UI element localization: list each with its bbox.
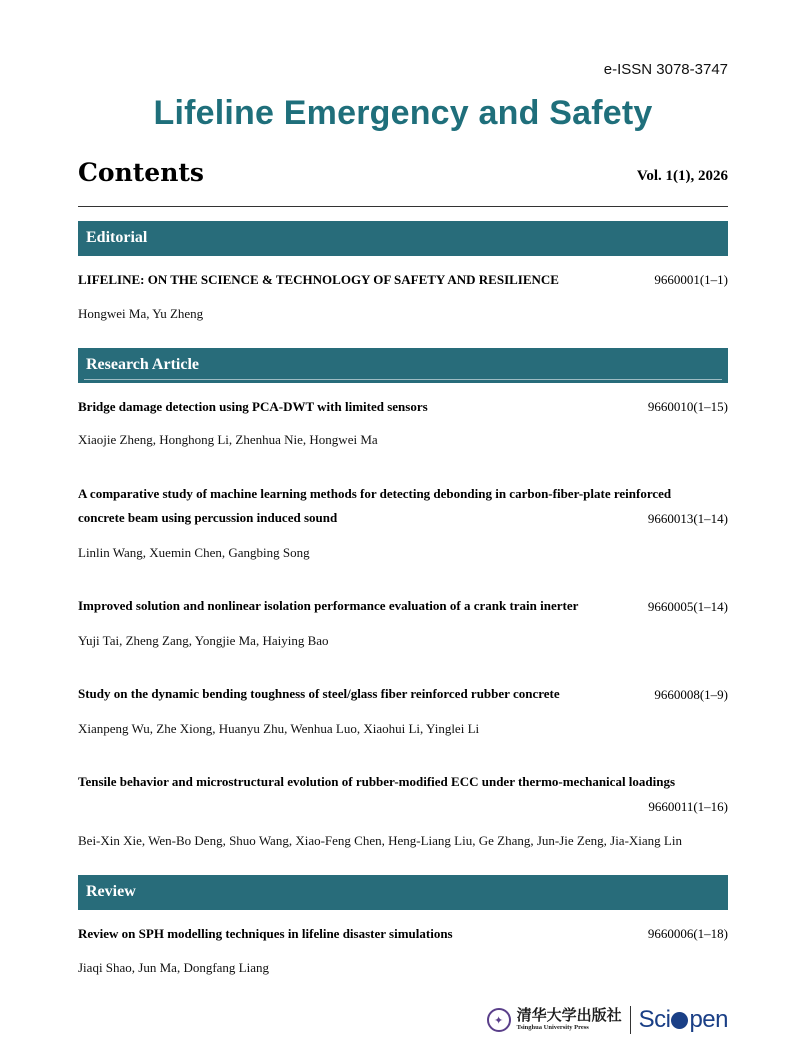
article-authors: Xianpeng Wu, Zhe Xiong, Huanyu Zhu, Wenhua Luo, Xiaohui Li, Yinglei Li bbox=[78, 721, 480, 736]
contents-header bbox=[78, 153, 728, 193]
publisher-en: Tsinghua University Press bbox=[516, 1024, 589, 1032]
article-pages: 9660010(1–15) bbox=[647, 399, 728, 414]
section-header-review bbox=[78, 875, 728, 910]
article-title[interactable]: Review on SPH modelling techniques in lifeline disaster simulations bbox=[78, 926, 453, 941]
tsinghua-press-logo bbox=[517, 1008, 622, 1032]
publisher-cn: 清华大学出版社 bbox=[516, 1006, 622, 1025]
sciopen-right: pen bbox=[689, 1006, 728, 1033]
logo-divider bbox=[630, 1006, 631, 1034]
article-pages: 9660006(1–18) bbox=[647, 926, 728, 941]
eissn: e-ISSN 3078-3747 bbox=[603, 61, 728, 78]
section-header-editorial bbox=[78, 221, 728, 256]
sciopen-o-icon bbox=[671, 1012, 688, 1029]
sciopen-left: Sci bbox=[638, 1006, 671, 1033]
section-label: Review bbox=[86, 883, 136, 900]
article-pages: 9660008(1–9) bbox=[654, 687, 728, 702]
article-authors: Jiaqi Shao, Jun Ma, Dongfang Liang bbox=[78, 960, 270, 975]
article-title[interactable]: Tensile behavior and microstructural evolution of rubber-modified ECC under thermo-mechanical loadings bbox=[78, 774, 676, 789]
journal-title: Lifeline Emergency and Safety bbox=[153, 94, 653, 132]
section-label: Editorial bbox=[86, 229, 148, 246]
article-authors: Linlin Wang, Xuemin Chen, Gangbing Song bbox=[78, 545, 310, 560]
header-divider bbox=[78, 206, 728, 207]
sciopen-logo bbox=[639, 1006, 728, 1034]
article-authors: Xiaojie Zheng, Honghong Li, Zhenhua Nie, Hongwei Ma bbox=[78, 432, 378, 447]
article-authors: Bei-Xin Xie, Wen-Bo Deng, Shuo Wang, Xiao-Feng Chen, Heng-Liang Liu, Ge Zhang, Jun-Jie Zeng, Jia-Xiang Lin bbox=[78, 833, 682, 848]
article-title[interactable]: A comparative study of machine learning methods for detecting debonding in carbon-fiber-plate reinforced bbox=[78, 486, 672, 501]
article-authors: Yuji Tai, Zheng Zang, Yongjie Ma, Haiying Bao bbox=[78, 633, 329, 648]
article-title-line2[interactable]: concrete beam using percussion induced sound bbox=[78, 510, 338, 525]
section-header-research-article bbox=[78, 348, 728, 383]
volume-info: Vol. 1(1), 2026 bbox=[636, 168, 728, 184]
article-pages: 9660011(1–16) bbox=[648, 799, 728, 814]
article-pages: 9660001(1–1) bbox=[654, 272, 728, 287]
article-title[interactable]: Improved solution and nonlinear isolation performance evaluation of a crank train inerter bbox=[78, 598, 579, 613]
section-underline bbox=[84, 379, 722, 380]
article-pages: 9660013(1–14) bbox=[647, 511, 728, 526]
article-title[interactable]: LIFELINE: ON THE SCIENCE & TECHNOLOGY OF SAFETY AND RESILIENCE bbox=[78, 272, 559, 287]
tsinghua-seal-icon: ✦ bbox=[487, 1008, 511, 1032]
contents-title: Contents bbox=[78, 158, 205, 187]
article-authors: Hongwei Ma, Yu Zheng bbox=[78, 306, 204, 321]
article-title[interactable]: Bridge damage detection using PCA-DWT with limited sensors bbox=[78, 399, 428, 414]
publisher-logos bbox=[487, 1004, 728, 1036]
section-label: Research Article bbox=[86, 356, 199, 373]
article-title[interactable]: Study on the dynamic bending toughness of steel/glass fiber reinforced rubber concrete bbox=[78, 686, 560, 701]
article-pages: 9660005(1–14) bbox=[647, 599, 728, 614]
